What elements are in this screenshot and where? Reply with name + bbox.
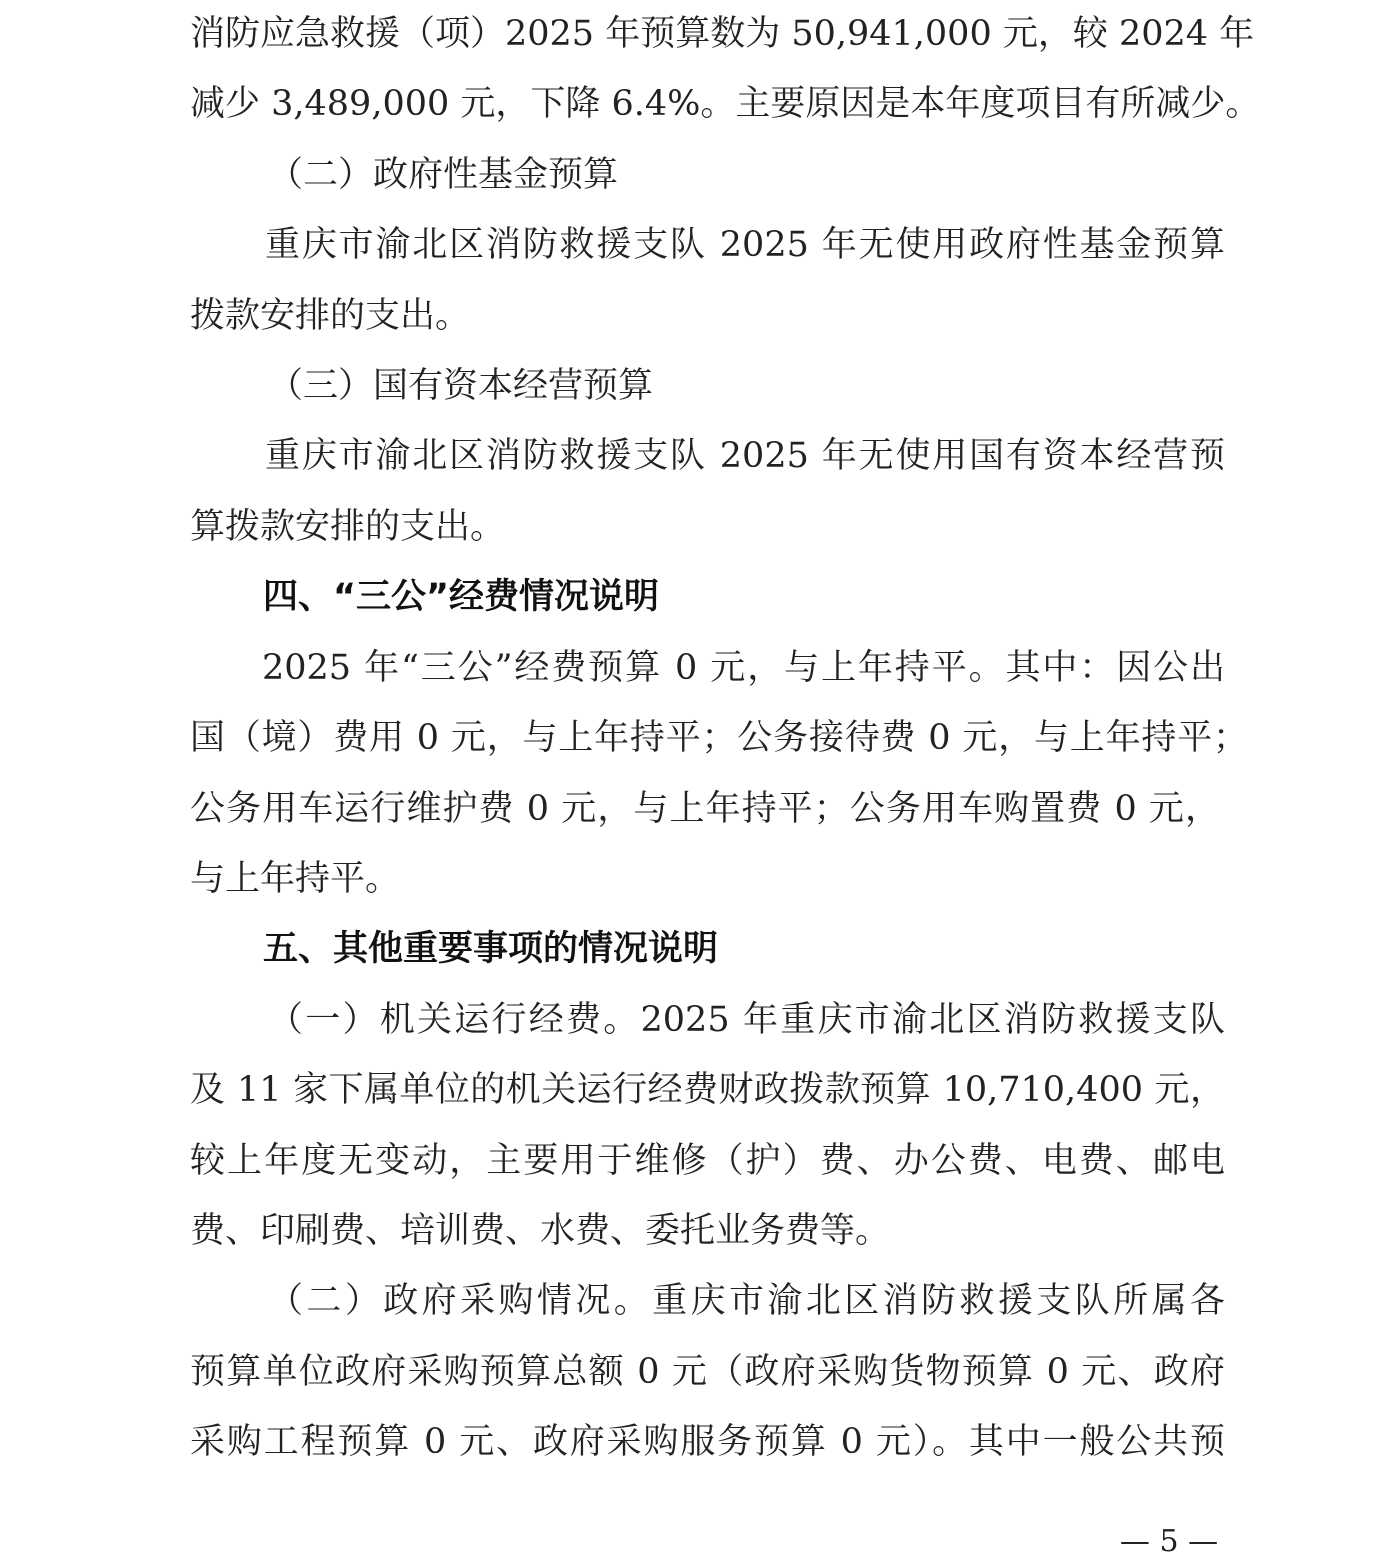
- body-line: 与上年持平。: [190, 859, 401, 899]
- page-number: — 5 —: [1119, 1524, 1219, 1559]
- section-heading: 四、“三公”经费情况说明: [263, 577, 660, 617]
- body-line: 2025 年“三公”经费预算 0 元，与上年持平。其中：因公出: [262, 648, 1225, 688]
- body-line: 重庆市渝北区消防救援支队 2025 年无使用国有资本经营预: [265, 436, 1225, 476]
- body-line: 较上年度无变动，主要用于维修（护）费、办公费、电费、邮电: [190, 1141, 1225, 1181]
- body-line: 减少 3,489,000 元，下降 6.4%。主要原因是本年度项目有所减少。: [190, 84, 1261, 124]
- body-line: 拨款安排的支出。: [190, 296, 471, 336]
- body-line: 国（境）费用 0 元，与上年持平；公务接待费 0 元，与上年持平；: [190, 718, 1248, 758]
- section-subheading: （二）政府性基金预算: [268, 155, 619, 195]
- body-line: 采购工程预算 0 元、政府采购服务预算 0 元）。其中一般公共预: [190, 1422, 1225, 1462]
- body-line: 预算单位政府采购预算总额 0 元（政府采购货物预算 0 元、政府: [190, 1352, 1225, 1392]
- body-line: 消防应急救援（项）2025 年预算数为 50,941,000 元，较 2024 年: [190, 14, 1255, 54]
- body-line: 及 11 家下属单位的机关运行经费财政拨款预算 10,710,400 元，: [190, 1070, 1225, 1110]
- section-heading: 五、其他重要事项的情况说明: [263, 929, 719, 969]
- body-line: （一）机关运行经费。2025 年重庆市渝北区消防救援支队: [268, 1000, 1225, 1040]
- body-line: 公务用车运行维护费 0 元，与上年持平；公务用车购置费 0 元，: [190, 789, 1220, 829]
- body-line: （二）政府采购情况。重庆市渝北区消防救援支队所属各: [268, 1281, 1225, 1321]
- body-line: 重庆市渝北区消防救援支队 2025 年无使用政府性基金预算: [265, 225, 1225, 265]
- body-line: 算拨款安排的支出。: [190, 507, 506, 547]
- body-line: 费、印刷费、培训费、水费、委托业务费等。: [190, 1211, 891, 1251]
- section-subheading: （三）国有资本经营预算: [268, 366, 654, 406]
